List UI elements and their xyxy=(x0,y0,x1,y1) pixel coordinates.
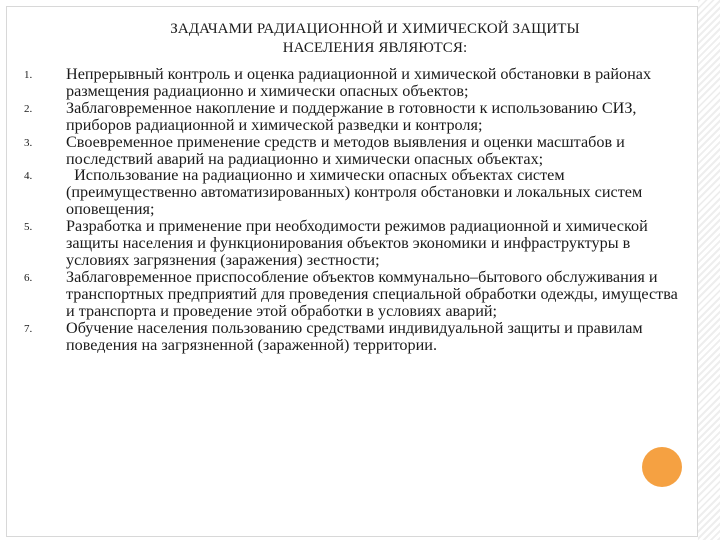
item-number: 5. xyxy=(24,221,33,234)
title-line-2: НАСЕЛЕНИЯ ЯВЛЯЮТСЯ: xyxy=(282,40,468,56)
list-item xyxy=(0,167,690,218)
list-item xyxy=(0,66,690,100)
list-item xyxy=(0,320,690,354)
list-item xyxy=(0,134,690,168)
task-list xyxy=(0,66,690,353)
item-number: 4. xyxy=(24,170,33,183)
title-line-1: ЗАДАЧАМИ РАДИАЦИОННОЙ И ХИМИЧЕСКОЙ ЗАЩИТЫ xyxy=(170,21,580,37)
item-number: 2. xyxy=(24,102,33,115)
item-text: Заблаговременное накопление и поддержание в готовности к использованию СИЗ, приборов радиационной и химической разведки и контроля; xyxy=(66,98,637,134)
item-text: Своевременное применение средств и методов выявления и оценки масштабов и последствий аварий на радиационно и химически опасных объектах; xyxy=(66,132,625,168)
list-item xyxy=(0,269,690,320)
list-item xyxy=(0,100,690,134)
item-text: Разработка и применение при необходимости режимов радиационной и химической защиты населения и функционирования объектов экономики и инфраструктуры в условиях загрязнения (заражения) зестности; xyxy=(66,217,648,269)
item-number: 6. xyxy=(24,271,33,284)
item-text: Непрерывный контроль и оценка радиационной и химической обстановки в районах размещения радиационно и химически опасных объектов; xyxy=(66,65,652,100)
item-text: Использование на радиационно и химически опасных объектах систем (преимущественно автоматизированных) контроля обстановки и локальных систем оповещения; xyxy=(66,166,647,219)
item-number: 1. xyxy=(24,69,33,81)
list-item xyxy=(0,218,690,269)
orange-circle-decoration xyxy=(642,447,682,487)
item-number: 3. xyxy=(24,136,33,149)
item-number: 7. xyxy=(24,322,33,335)
slide-title xyxy=(80,20,670,58)
decorative-stripe xyxy=(698,0,720,540)
item-text: Заблаговременное приспособление объектов коммунально–бытового обслуживания и транспортных предприятий для проведения специальной обработки одежды, имущества и транспорта и проведение этой обработки в условиях аварий; xyxy=(66,267,678,320)
item-text: Обучение населения пользованию средствами индивидуальной защиты и правилам поведения на загрязненной (зараженной) территории. xyxy=(66,318,643,354)
